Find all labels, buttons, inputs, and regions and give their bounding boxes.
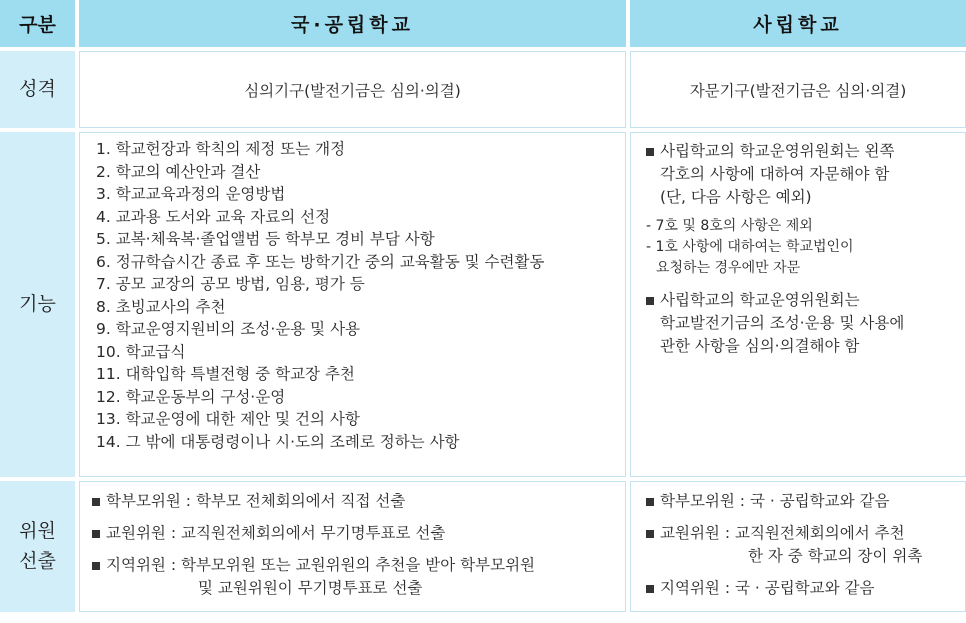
square-bullet-icon — [646, 530, 654, 538]
list-item: 6. 정규학습시간 종료 후 또는 방학기간 중의 교육활동 및 수련활동 — [96, 252, 545, 271]
header-category — [0, 0, 75, 47]
election-public-community-line-2: 및 교원위원이 무기명투표로 선출 — [198, 579, 423, 597]
election-public-parent — [92, 490, 625, 513]
header-public-label: 국·공립학교 — [291, 14, 414, 36]
square-bullet-icon — [92, 562, 100, 570]
nature-private-cell — [630, 51, 966, 128]
header-private-school — [630, 0, 966, 47]
row-label-function — [0, 132, 75, 477]
list-item: 13. 학교운영에 대한 제안 및 건의 사항 — [96, 410, 360, 428]
election-private-parent — [646, 490, 965, 513]
function-label: 기능 — [19, 292, 56, 315]
list-item: 7. 공모 교장의 공모 방법, 임용, 평가 등 — [96, 275, 365, 293]
square-bullet-icon — [92, 498, 100, 506]
election-private-teacher-line-1: 교원위원 : 교직원전체회의에서 추천 — [660, 524, 905, 542]
header-category-label: 구분 — [19, 14, 56, 36]
election-public-parent-text: 학부모위원 : 학부모 전체회의에서 직접 선출 — [106, 492, 406, 510]
note-line-3: 요청하는 경우에만 자문 — [656, 260, 801, 276]
election-private-parent-text: 학부모위원 : 국 · 공립학교와 같음 — [660, 492, 890, 510]
election-private-cell — [630, 481, 966, 612]
row-label-election — [0, 481, 75, 612]
header-private-label: 사립학교 — [753, 14, 843, 36]
bullet-2-line-1: 사립학교의 학교운영위원회는 — [660, 291, 860, 309]
list-item: 11. 대학입학 특별전형 중 학교장 추천 — [96, 365, 355, 383]
list-item: 2. 학교의 예산안과 결산 — [96, 162, 261, 181]
election-private-teacher-line-2: 한 자 중 학교의 장이 위촉 — [748, 547, 923, 565]
list-item: 9. 학교운영지원비의 조성·운용 및 사용 — [96, 320, 361, 338]
election-label-line-2: 선출 — [19, 549, 56, 572]
bullet-2-line-2: 학교발전기금의 조성·운용 및 사용에 — [660, 314, 905, 332]
bullet-1-line-2: 각호의 사항에 대하여 자문해야 함 — [660, 165, 890, 183]
election-public-community — [92, 554, 625, 600]
election-private-community — [646, 577, 965, 600]
election-public-community-line-1: 지역위원 : 학부모위원 또는 교원위원의 추천을 받아 학부모위원 — [106, 556, 536, 574]
list-item: 14. 그 밖에 대통령령이나 시·도의 조례로 정하는 사항 — [96, 432, 460, 451]
function-private-notes — [646, 216, 965, 279]
election-private-teacher — [646, 522, 965, 568]
square-bullet-icon — [646, 585, 654, 593]
square-bullet-icon — [646, 498, 654, 506]
function-private-bullet-1 — [646, 140, 965, 209]
list-item: 10. 학교급식 — [96, 342, 186, 361]
nature-private-text: 자문기구(발전기금은 심의·의결) — [689, 81, 907, 100]
note-line-1: - 7호 및 8호의 사항은 제외 — [646, 218, 813, 234]
list-item: 5. 교복·체육복·졸업앨범 등 학부모 경비 부담 사항 — [96, 230, 435, 248]
square-bullet-icon — [646, 297, 654, 305]
function-public-cell — [79, 132, 626, 477]
nature-label: 성격 — [19, 77, 56, 100]
list-item: 8. 초빙교사의 추천 — [96, 297, 226, 316]
election-private-community-text: 지역위원 : 국 · 공립학교와 같음 — [660, 579, 875, 597]
square-bullet-icon — [92, 530, 100, 538]
function-public-list — [96, 138, 625, 453]
list-item: 4. 교과용 도서와 교육 자료의 선정 — [96, 207, 331, 226]
bullet-1-line-3: (단, 다음 사항은 예외) — [660, 188, 812, 206]
nature-public-cell — [79, 51, 626, 128]
function-private-bullet-2 — [646, 289, 965, 358]
bullet-2-line-3: 관한 사항을 심의·의결해야 함 — [660, 337, 860, 355]
square-bullet-icon — [646, 148, 654, 156]
election-public-cell — [79, 481, 626, 612]
list-item: 12. 학교운동부의 구성·운영 — [96, 387, 286, 406]
header-public-school — [79, 0, 626, 47]
function-private-cell — [630, 132, 966, 477]
election-label-line-1: 위원 — [19, 520, 56, 543]
list-item: 1. 학교헌장과 학칙의 제정 또는 개정 — [96, 140, 346, 158]
election-public-teacher — [92, 522, 625, 545]
row-label-nature — [0, 51, 75, 128]
nature-public-text: 심의기구(발전기금은 심의·의결) — [244, 81, 461, 100]
election-public-teacher-text: 교원위원 : 교직원전체회의에서 무기명투표로 선출 — [106, 524, 446, 542]
list-item: 3. 학교교육과정의 운영방법 — [96, 185, 286, 203]
note-line-2: - 1호 사항에 대하여는 학교법인이 — [646, 239, 854, 255]
bullet-1-line-1: 사립학교의 학교운영위원회는 왼쪽 — [660, 142, 895, 160]
